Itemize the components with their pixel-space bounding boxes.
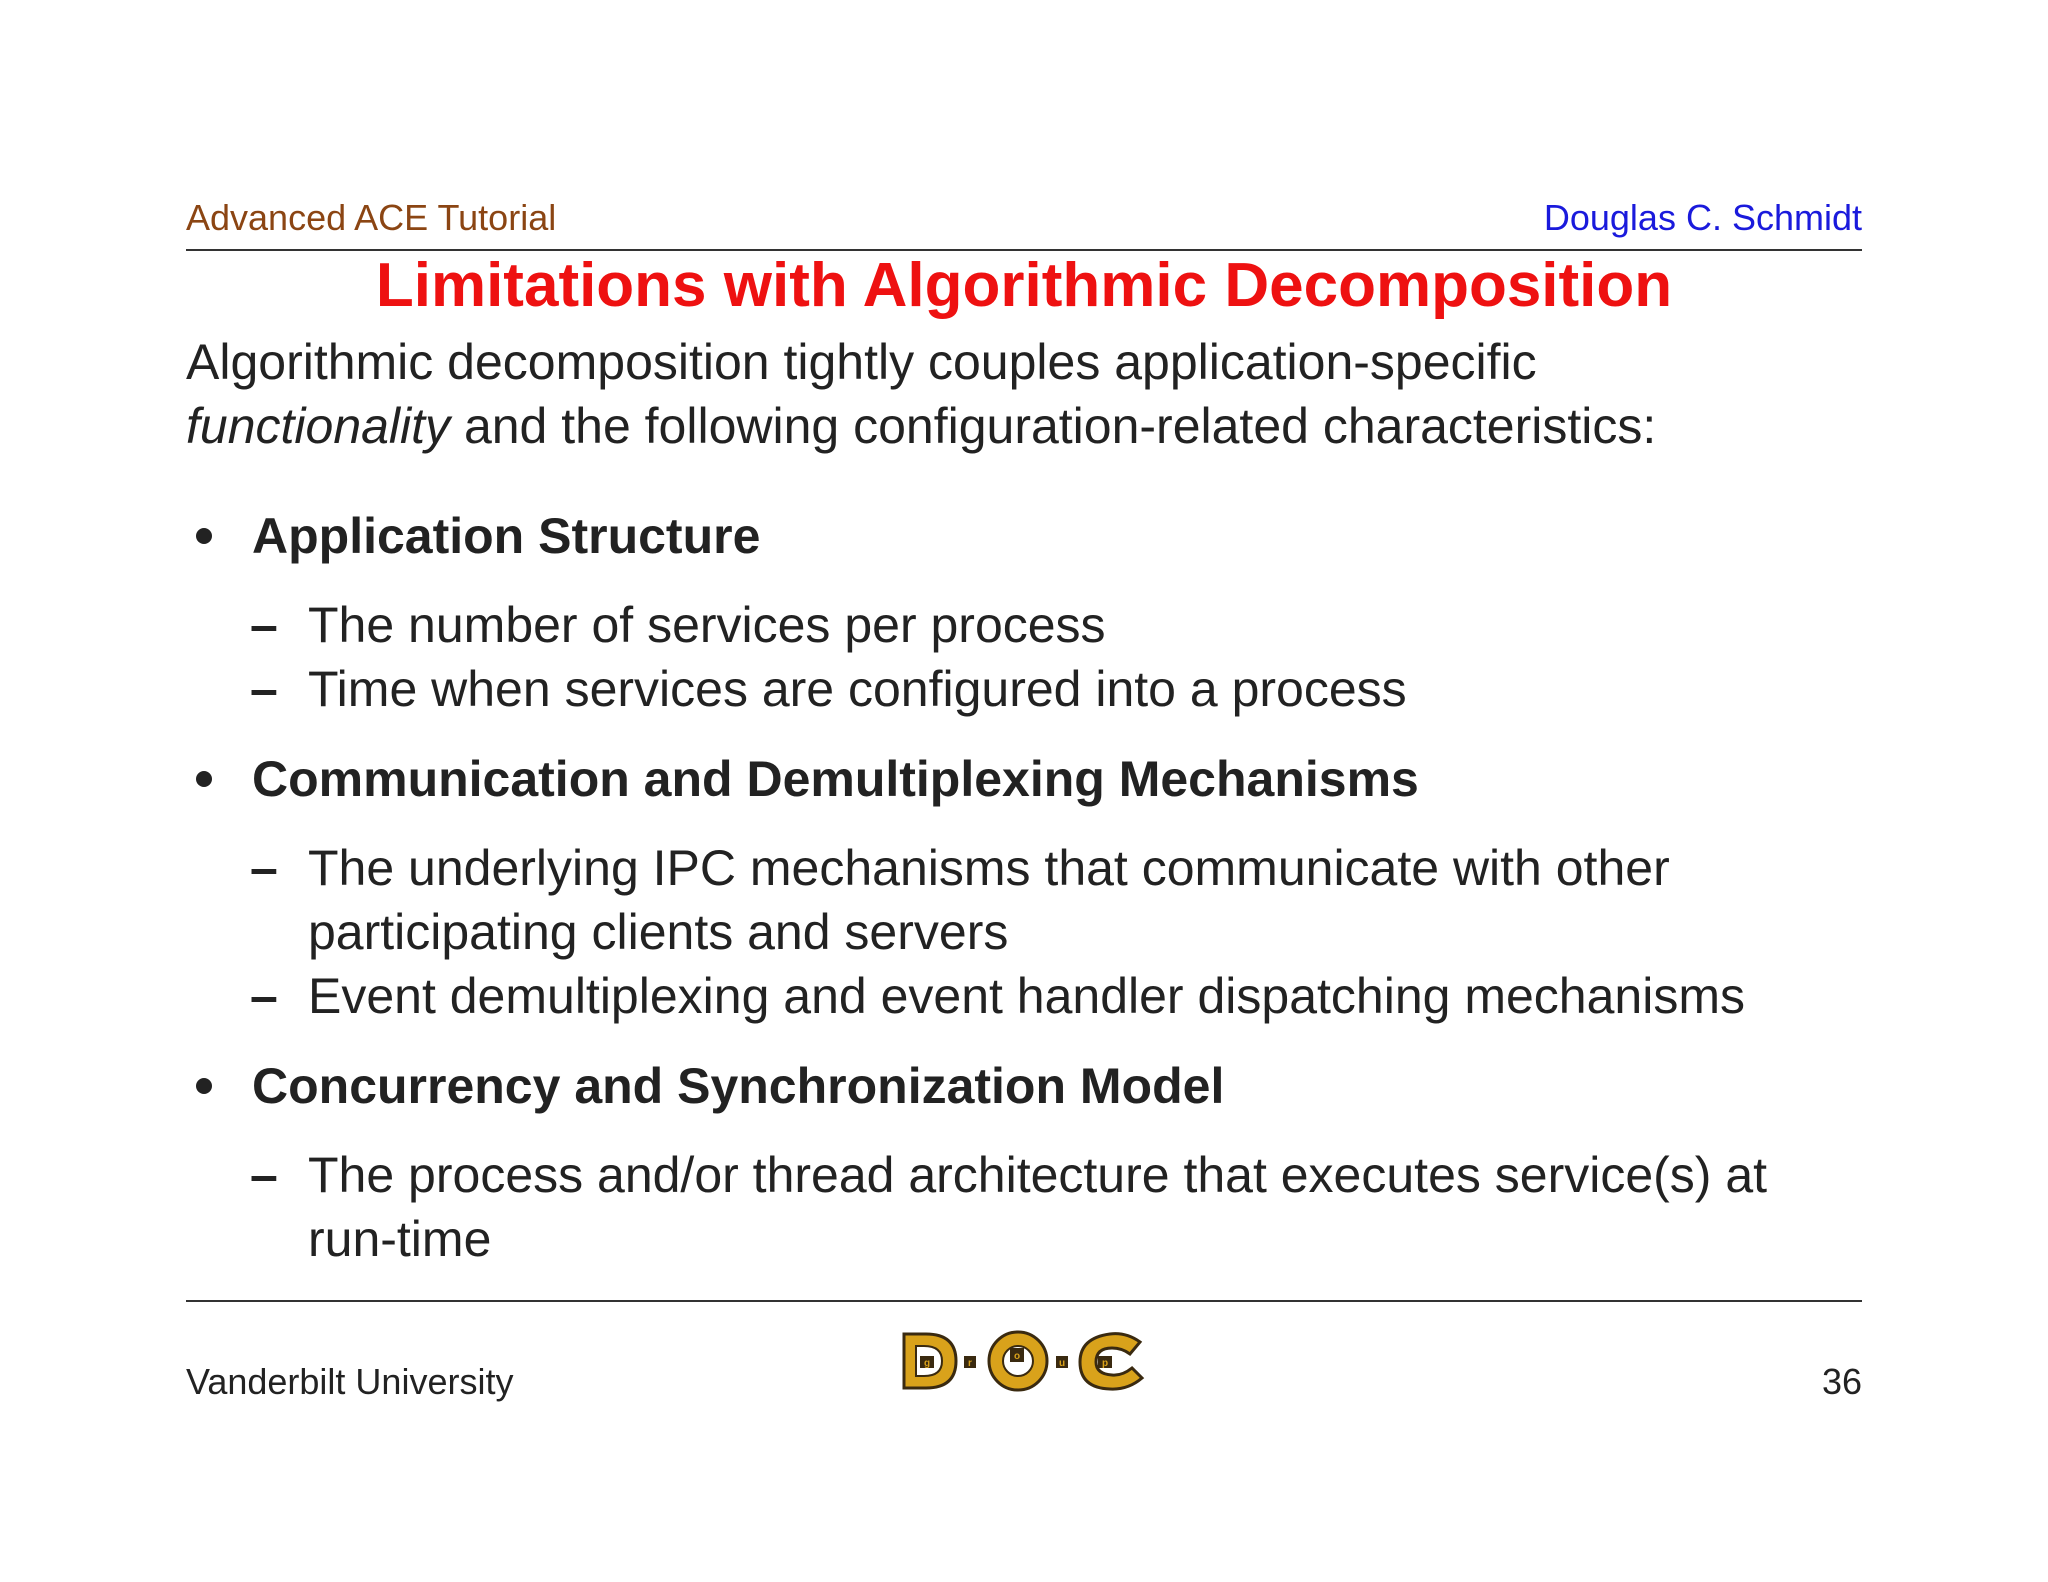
intro-line-1: Algorithmic decomposition tightly couples application-specific bbox=[186, 334, 1537, 390]
logo-letter-d bbox=[904, 1334, 956, 1388]
logo-small-letter: o bbox=[1013, 1351, 1021, 1362]
header-author: Douglas C. Schmidt bbox=[1543, 197, 1862, 238]
logo-small-letter: g bbox=[923, 1358, 931, 1369]
dash-icon: – bbox=[250, 840, 278, 896]
logo-small-letter: p bbox=[1101, 1358, 1109, 1369]
bullet-label: Concurrency and Synchronization Model bbox=[252, 1058, 1225, 1114]
footer-divider bbox=[186, 1300, 1862, 1302]
sub-item-text: The process and/or thread architecture that executes service(s) at run-time bbox=[308, 1147, 1768, 1267]
intro-paragraph bbox=[186, 330, 1862, 458]
bullet-dot-icon bbox=[196, 771, 212, 787]
doc-group-logo-icon bbox=[900, 1326, 1148, 1396]
bullet-dot-icon bbox=[196, 1078, 212, 1094]
slide-title: Limitations with Algorithmic Decomposition bbox=[375, 251, 1673, 320]
page-number: 36 bbox=[1821, 1361, 1862, 1402]
logo-small-letter: r bbox=[968, 1358, 972, 1369]
dash-icon: – bbox=[250, 968, 278, 1024]
logo-letter-c bbox=[1080, 1334, 1142, 1389]
intro-line-2: and the following configuration-related characteristics: bbox=[450, 398, 1657, 454]
bullet-dot-icon bbox=[196, 528, 212, 544]
sub-item-text: The number of services per process bbox=[308, 597, 1106, 653]
bullet-label: Application Structure bbox=[252, 508, 761, 564]
dash-icon: – bbox=[250, 661, 278, 717]
header-course-title: Advanced ACE Tutorial bbox=[186, 197, 557, 238]
logo-letter-o bbox=[989, 1332, 1047, 1390]
footer-institution: Vanderbilt University bbox=[186, 1361, 514, 1402]
logo-small-letter: u bbox=[1058, 1358, 1066, 1369]
intro-emphasis: functionality bbox=[186, 398, 451, 454]
sub-item-text: Event demultiplexing and event handler dispatching mechanisms bbox=[308, 968, 1745, 1024]
dash-icon: – bbox=[250, 597, 278, 653]
bullet-label: Communication and Demultiplexing Mechanisms bbox=[252, 751, 1419, 807]
sub-item-text: The underlying IPC mechanisms that communicate with other participating clients and servers bbox=[308, 840, 1670, 960]
dash-icon: – bbox=[250, 1147, 278, 1203]
sub-item-text: Time when services are configured into a process bbox=[308, 661, 1407, 717]
